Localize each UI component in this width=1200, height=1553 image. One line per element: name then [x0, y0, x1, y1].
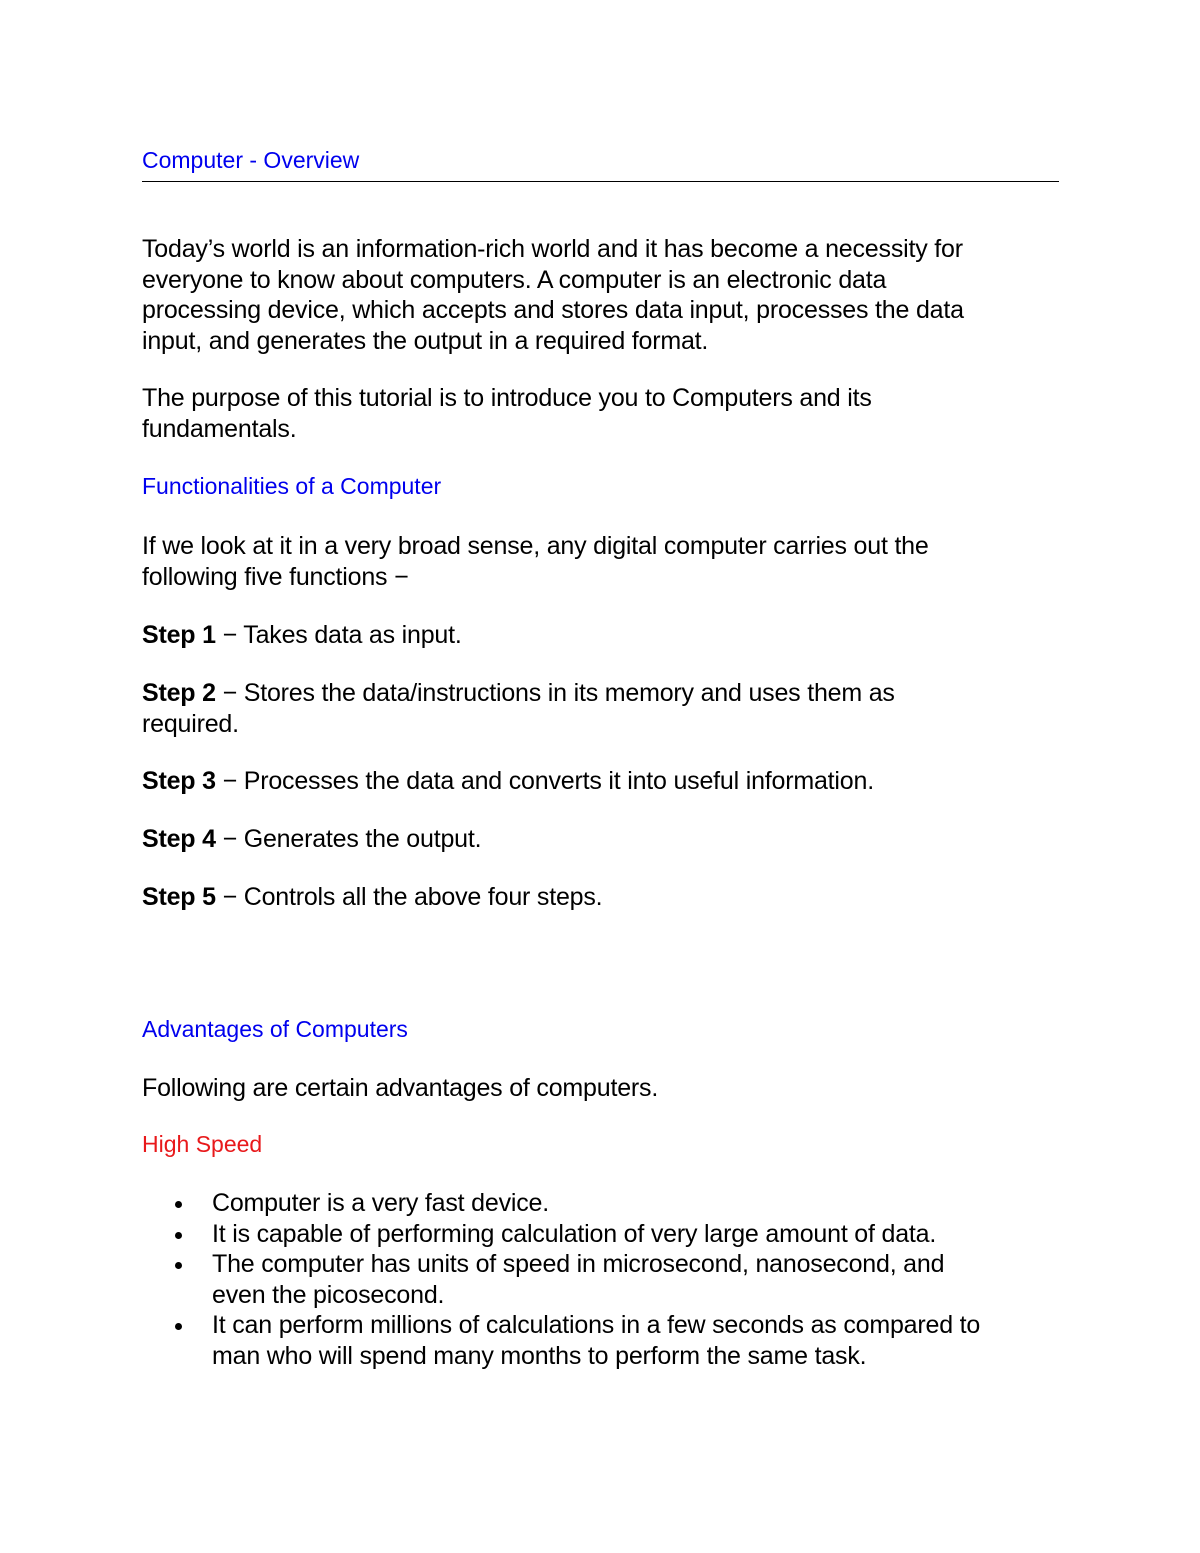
- intro-paragraph: [142, 234, 964, 356]
- list-item: [142, 1310, 980, 1371]
- advantages-heading: Advantages of Computers: [142, 1016, 408, 1042]
- text-line: The computer has units of speed in microsecond, nanosecond, and: [212, 1250, 945, 1278]
- bullet-icon: [175, 1201, 182, 1208]
- functionalities-intro: [142, 531, 929, 592]
- text-line: The purpose of this tutorial is to introduce you to Computers and its: [142, 384, 872, 412]
- step-item: [142, 766, 874, 797]
- text-line: even the picosecond.: [212, 1280, 445, 1309]
- bullet-icon: [175, 1232, 182, 1239]
- high-speed-bullet-list: [142, 1188, 980, 1371]
- bullet-icon: [175, 1262, 182, 1269]
- step-label: Step 1: [142, 621, 216, 649]
- step-item: [142, 824, 481, 855]
- text-line: Computer is a very fast device.: [212, 1189, 549, 1217]
- page-title: Computer - Overview: [142, 147, 360, 173]
- title-underline: [142, 181, 1059, 182]
- text-line: It can perform millions of calculations in a few seconds as compared to: [212, 1311, 981, 1339]
- text-line: everyone to know about computers. A computer is an electronic data: [142, 265, 887, 294]
- step-text: − Controls all the above four steps.: [215, 883, 603, 911]
- step-item: [142, 620, 462, 651]
- text-line: processing device, which accepts and stores data input, processes the data: [142, 296, 964, 324]
- step-label: Step 2: [142, 679, 216, 707]
- text-line: fundamentals.: [142, 414, 297, 443]
- step-text: − Stores the data/instructions in its memory and uses them as: [215, 679, 895, 707]
- text-line: Today’s world is an information-rich world and it has become a necessity for: [142, 235, 963, 263]
- text-line: man who will spend many months to perform the same task.: [212, 1341, 867, 1370]
- step-text: − Processes the data and converts it into useful information.: [215, 767, 874, 795]
- text-line: It is capable of performing calculation of very large amount of data.: [212, 1219, 937, 1248]
- step-text: − Takes data as input.: [215, 621, 462, 649]
- high-speed-heading: High Speed: [142, 1131, 263, 1157]
- text-line: following five functions −: [142, 562, 409, 591]
- step-item: [142, 678, 895, 739]
- functionalities-heading: Functionalities of a Computer: [142, 473, 442, 499]
- step-label: Step 4: [142, 825, 216, 853]
- list-item: [142, 1249, 980, 1310]
- step-text: required.: [142, 709, 239, 738]
- bullet-icon: [175, 1323, 182, 1330]
- purpose-paragraph: [142, 383, 872, 444]
- step-label: Step 5: [142, 883, 216, 911]
- step-item: [142, 882, 602, 913]
- list-item: [142, 1188, 980, 1219]
- text-line: input, and generates the output in a required format.: [142, 326, 709, 355]
- text-line: If we look at it in a very broad sense, any digital computer carries out the: [142, 532, 929, 560]
- step-label: Step 3: [142, 767, 216, 795]
- advantages-intro: Following are certain advantages of computers.: [142, 1074, 659, 1102]
- step-text: − Generates the output.: [215, 825, 482, 853]
- list-item: [142, 1219, 980, 1250]
